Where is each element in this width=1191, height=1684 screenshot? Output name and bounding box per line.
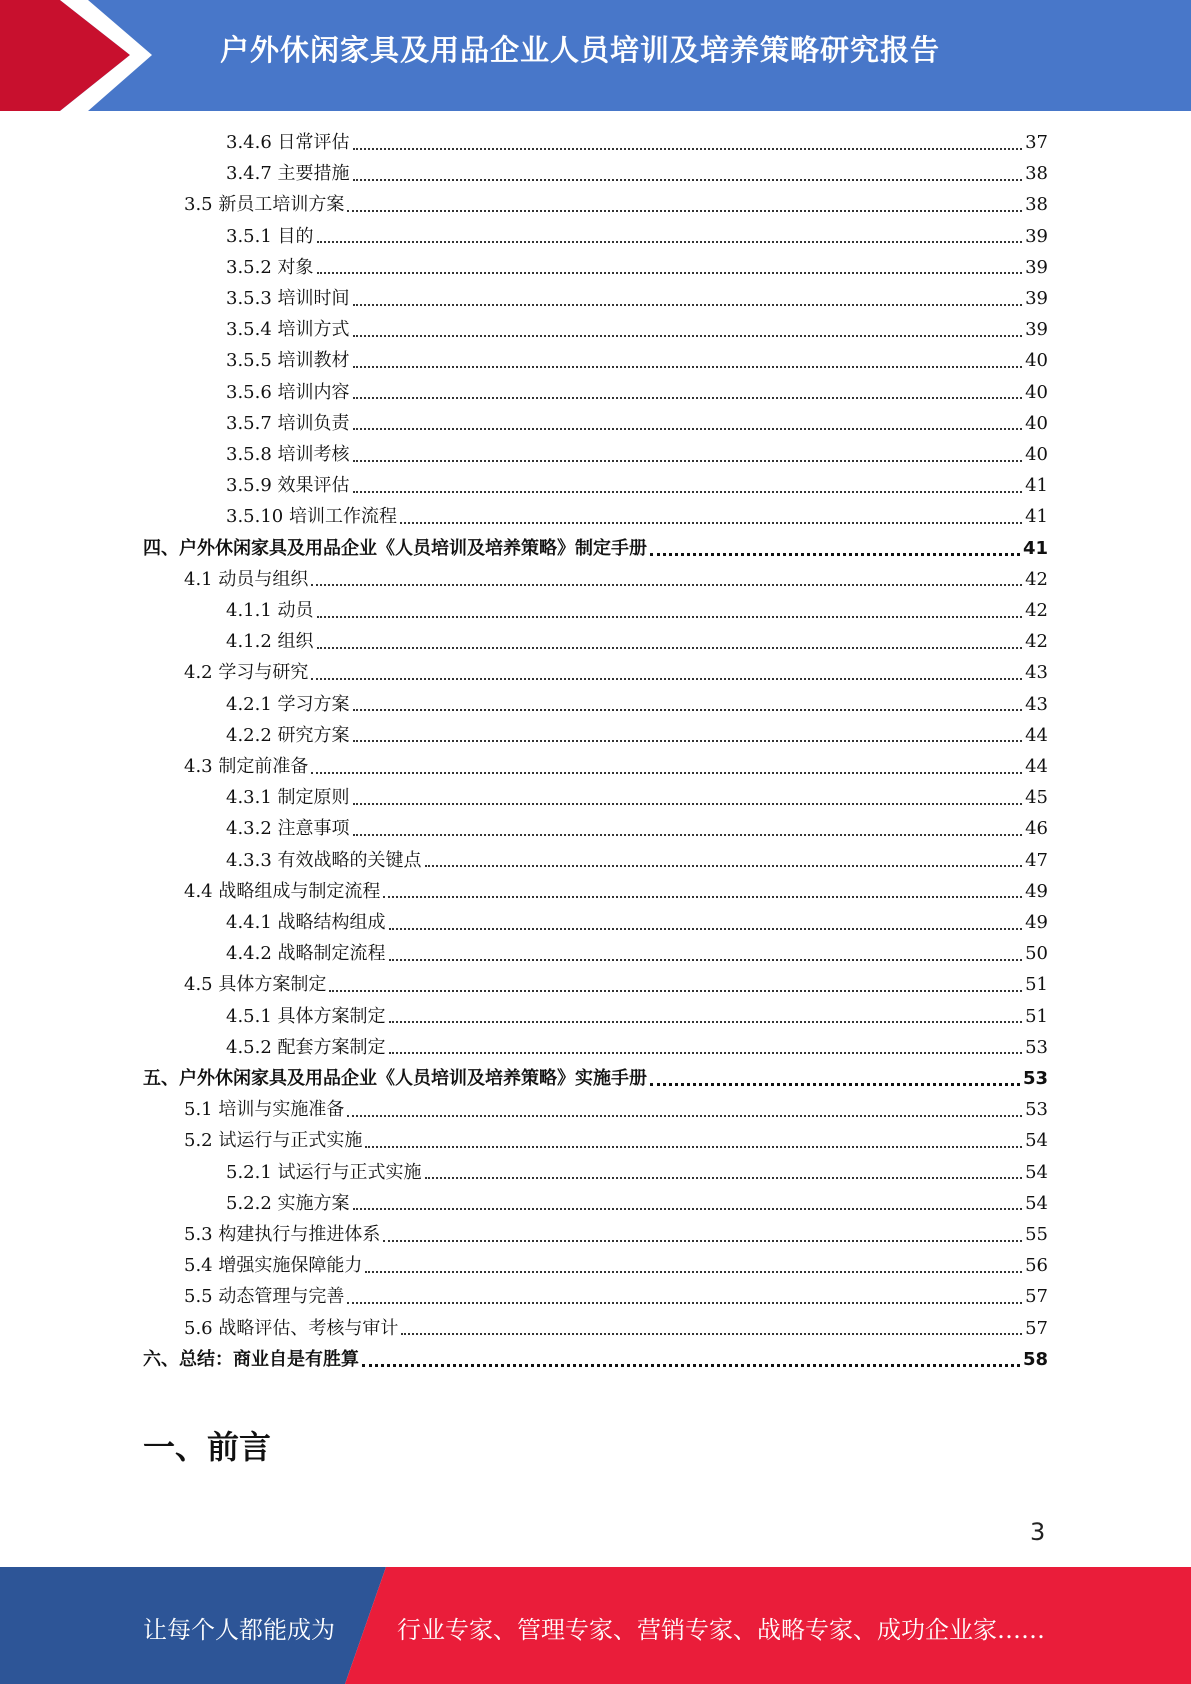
toc-leader-dots	[347, 210, 1022, 212]
section-title: 一、前言	[143, 1428, 272, 1466]
toc-entry[interactable]	[226, 938, 1048, 969]
toc-leader-dots	[650, 1083, 1020, 1086]
toc-entry[interactable]	[184, 189, 1048, 220]
toc-entry-page: 39	[1025, 256, 1048, 278]
toc-leader-dots	[389, 959, 1023, 961]
toc-entry[interactable]	[226, 127, 1048, 158]
toc-leader-dots	[347, 1302, 1022, 1304]
toc-entry-page: 49	[1025, 912, 1048, 933]
toc-leader-dots	[311, 678, 1022, 680]
toc-entry[interactable]	[226, 501, 1048, 532]
toc-entry-label: 3.5.4 培训方式	[226, 319, 350, 341]
toc-entry-page: 49	[1025, 880, 1048, 902]
toc-entry-label: 3.4.6 日常评估	[226, 132, 350, 153]
toc-entry-page: 42	[1025, 631, 1048, 653]
toc-entry-label: 4.1 动员与组织	[184, 568, 309, 590]
toc-entry-label: 3.5.7 培训负责	[226, 412, 350, 434]
toc-entry-label: 4.4 战略组成与制定流程	[184, 880, 381, 902]
toc-leader-dots	[311, 772, 1022, 774]
toc-entry-page: 41	[1022, 537, 1048, 559]
toc-entry-label: 3.5 新员工培训方案	[184, 194, 345, 216]
toc-entry[interactable]	[226, 1157, 1048, 1188]
toc-entry[interactable]	[184, 1125, 1048, 1156]
toc-leader-dots	[401, 1333, 1022, 1335]
toc-entry-page: 39	[1025, 319, 1048, 341]
toc-leader-dots	[650, 553, 1020, 556]
toc-leader-dots	[353, 803, 1023, 805]
toc-entry-label: 4.5.2 配套方案制定	[226, 1036, 386, 1058]
toc-entry-page: 57	[1025, 1317, 1048, 1339]
toc-leader-dots	[353, 428, 1023, 430]
toc-entry-page: 40	[1025, 381, 1048, 403]
toc-entry-label: 4.5 具体方案制定	[184, 974, 327, 996]
toc-entry[interactable]	[226, 470, 1048, 501]
toc-entry[interactable]	[226, 439, 1048, 470]
toc-leader-dots	[317, 616, 1023, 618]
toc-leader-dots	[353, 460, 1023, 462]
toc-entry-page: 58	[1022, 1348, 1048, 1370]
toc-leader-dots	[389, 1052, 1023, 1054]
toc-entry[interactable]	[184, 564, 1048, 595]
toc-leader-dots	[317, 272, 1023, 274]
toc-entry-label: 4.4.2 战略制定流程	[226, 943, 386, 965]
toc-leader-dots	[353, 709, 1023, 711]
toc-entry-label: 4.1.1 动员	[226, 600, 314, 621]
toc-entry-page: 40	[1025, 350, 1048, 372]
page-header	[0, 0, 1191, 111]
toc-entry-label: 4.3.3 有效战略的关键点	[226, 849, 422, 871]
toc-entry-label: 5.4 增强实施保障能力	[184, 1255, 363, 1277]
toc-leader-dots	[425, 865, 1023, 867]
toc-entry-label: 3.5.10 培训工作流程	[226, 506, 397, 528]
toc-entry[interactable]	[226, 377, 1048, 408]
toc-entry-page: 37	[1025, 132, 1048, 153]
footer-slogan-left: 让每个人都能成为	[143, 1616, 335, 1644]
toc-entry-page: 57	[1025, 1286, 1048, 1308]
toc-entry-label: 5.6 战略评估、考核与审计	[184, 1317, 399, 1339]
toc-entry-page: 45	[1025, 787, 1048, 809]
footer-slogan-right: 行业专家、管理专家、营销专家、战略专家、成功企业家……	[397, 1616, 1045, 1644]
toc-entry[interactable]	[184, 1219, 1048, 1250]
toc-entry[interactable]	[184, 657, 1048, 688]
toc-entry[interactable]	[226, 221, 1048, 252]
toc-entry[interactable]	[226, 1001, 1048, 1032]
toc-entry-label: 3.5.9 效果评估	[226, 475, 350, 497]
toc-entry-page: 56	[1025, 1255, 1048, 1277]
toc-entry-label: 3.5.8 培训考核	[226, 444, 350, 465]
toc-leader-dots	[365, 1271, 1022, 1273]
toc-leader-dots	[317, 241, 1023, 243]
toc-entry-page: 41	[1025, 506, 1048, 528]
toc-entry-page: 51	[1025, 1005, 1048, 1027]
toc-leader-dots	[353, 179, 1023, 181]
toc-entry-label: 4.3.1 制定原则	[226, 787, 350, 809]
toc-entry-page: 53	[1025, 1099, 1048, 1121]
toc-entry[interactable]	[226, 626, 1048, 657]
toc-entry[interactable]	[226, 720, 1048, 751]
toc-entry-page: 42	[1025, 600, 1048, 621]
toc-entry-page: 38	[1025, 163, 1048, 185]
toc-entry-label: 3.4.7 主要措施	[226, 163, 350, 185]
toc-entry-page: 40	[1025, 444, 1048, 465]
toc-entry[interactable]	[184, 1094, 1048, 1125]
toc-entry-page: 43	[1025, 662, 1048, 684]
toc-leader-dots	[353, 366, 1023, 368]
toc-entry[interactable]	[143, 1063, 1048, 1094]
toc-entry-label: 4.2 学习与研究	[184, 662, 309, 684]
toc-leader-dots	[365, 1146, 1022, 1148]
toc-entry[interactable]	[226, 158, 1048, 189]
toc-entry-label: 4.2.2 研究方案	[226, 724, 350, 746]
toc-entry[interactable]	[226, 595, 1048, 626]
toc-entry-label: 4.3 制定前准备	[184, 756, 309, 777]
toc-entry[interactable]	[226, 345, 1048, 376]
toc-entry[interactable]	[184, 969, 1048, 1000]
toc-leader-dots	[353, 834, 1023, 836]
toc-entry[interactable]	[226, 283, 1048, 314]
toc-entry-label: 5.3 构建执行与推进体系	[184, 1224, 381, 1245]
toc-entry-label: 五、户外休闲家具及用品企业《人员培训及培养策略》实施手册	[143, 1068, 647, 1089]
toc-entry-label: 5.2.2 实施方案	[226, 1192, 350, 1214]
toc-entry[interactable]	[226, 813, 1048, 844]
page-footer	[0, 1567, 1191, 1684]
toc-entry[interactable]	[226, 1188, 1048, 1219]
toc-entry-page: 40	[1025, 412, 1048, 434]
toc-entry[interactable]	[143, 533, 1048, 564]
toc-entry[interactable]	[143, 1344, 1048, 1375]
toc-entry-label: 3.5.6 培训内容	[226, 381, 350, 403]
toc-entry-label: 六、总结：商业自是有胜算	[143, 1348, 359, 1370]
toc-leader-dots	[329, 990, 1022, 992]
page-number: 3	[1030, 1518, 1046, 1546]
toc-entry-page: 42	[1025, 568, 1048, 590]
toc-entry[interactable]	[226, 1032, 1048, 1063]
toc-leader-dots	[353, 740, 1023, 742]
toc-entry-label: 5.5 动态管理与完善	[184, 1286, 345, 1308]
toc-entry-page: 53	[1022, 1068, 1048, 1089]
toc-entry-label: 3.5.1 目的	[226, 225, 314, 247]
toc-leader-dots	[317, 647, 1023, 649]
toc-entry-label: 3.5.2 对象	[226, 256, 314, 278]
toc-leader-dots	[311, 584, 1022, 586]
toc-entry[interactable]	[226, 408, 1048, 439]
toc-entry[interactable]	[226, 845, 1048, 876]
toc-entry-page: 47	[1025, 849, 1048, 871]
toc-leader-dots	[400, 522, 1022, 524]
toc-entry-page: 55	[1025, 1224, 1048, 1245]
toc-entry-label: 5.2.1 试运行与正式实施	[226, 1161, 422, 1183]
toc-entry-page: 44	[1025, 724, 1048, 746]
toc-entry-page: 50	[1025, 943, 1048, 965]
toc-entry-page: 46	[1025, 818, 1048, 840]
toc-entry[interactable]	[226, 782, 1048, 813]
toc-entry-label: 4.3.2 注意事项	[226, 818, 350, 840]
toc-entry[interactable]	[184, 1250, 1048, 1281]
toc-entry-label: 4.1.2 组织	[226, 631, 314, 653]
toc-leader-dots	[353, 304, 1023, 306]
toc-entry-label: 5.2 试运行与正式实施	[184, 1130, 363, 1152]
toc-leader-dots	[362, 1364, 1020, 1367]
toc-leader-dots	[353, 148, 1023, 150]
toc-entry-page: 54	[1025, 1130, 1048, 1152]
toc-leader-dots	[425, 1177, 1023, 1179]
toc-entry-page: 39	[1025, 288, 1048, 309]
toc-leader-dots	[389, 928, 1023, 930]
toc-entry-page: 39	[1025, 225, 1048, 247]
toc-entry-page: 41	[1025, 475, 1048, 497]
toc-entry[interactable]	[226, 907, 1048, 938]
toc-entry[interactable]	[226, 314, 1048, 345]
toc-entry-label: 四、户外休闲家具及用品企业《人员培训及培养策略》制定手册	[143, 537, 647, 559]
toc-entry[interactable]	[184, 751, 1048, 782]
toc-entry-label: 4.2.1 学习方案	[226, 693, 350, 715]
toc-entry[interactable]	[184, 1281, 1048, 1312]
toc-entry[interactable]	[226, 689, 1048, 720]
toc-leader-dots	[383, 896, 1022, 898]
toc-entry-page: 54	[1025, 1161, 1048, 1183]
toc-entry-label: 5.1 培训与实施准备	[184, 1099, 345, 1121]
toc-entry-label: 3.5.3 培训时间	[226, 288, 350, 309]
toc-leader-dots	[389, 1021, 1023, 1023]
toc-leader-dots	[353, 1208, 1023, 1210]
toc-entry-page: 43	[1025, 693, 1048, 715]
toc-entry-page: 51	[1025, 974, 1048, 996]
toc-entry-page: 53	[1025, 1036, 1048, 1058]
toc-entry-page: 38	[1025, 194, 1048, 216]
toc-leader-dots	[353, 491, 1023, 493]
toc-leader-dots	[347, 1115, 1022, 1117]
toc-entry[interactable]	[226, 252, 1048, 283]
toc-entry[interactable]	[184, 1313, 1048, 1344]
toc-entry-page: 44	[1025, 756, 1048, 777]
toc-entry-label: 4.5.1 具体方案制定	[226, 1005, 386, 1027]
header-title: 户外休闲家具及用品企业人员培训及培养策略研究报告	[220, 33, 941, 67]
toc-leader-dots	[383, 1240, 1022, 1242]
toc-entry-page: 54	[1025, 1192, 1048, 1214]
toc-entry-label: 3.5.5 培训教材	[226, 350, 350, 372]
toc-leader-dots	[353, 335, 1023, 337]
toc-entry[interactable]	[184, 876, 1048, 907]
toc-entry-label: 4.4.1 战略结构组成	[226, 912, 386, 933]
toc-leader-dots	[353, 397, 1023, 399]
